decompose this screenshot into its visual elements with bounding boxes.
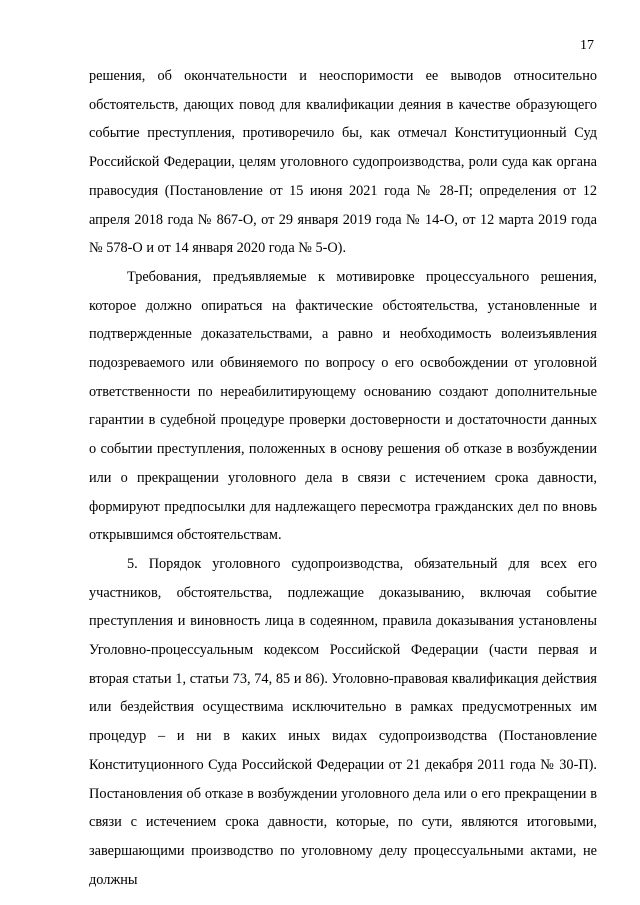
page-number: 17 (580, 38, 594, 53)
paragraph-section-5: 5. Порядок уголовного судопроизводства, обязательный для всех его участников, обстоятельства, подлежащие доказыванию, включая событие преступления и виновность лица в содеянном, правила доказывания установлены Уголовно-процессуальным кодексом Российской Федерации (части первая и вторая статьи 1, статьи 73, 74, 85 и 86). Уголовно-правовая квалификация действия или бездействия осуществима исключительно в рамках предусмотренных им процедур – и ни в каких иных видах судопроизводства (Постановление Конституционного Суда Российской Федерации от 21 декабря 2011 года № 30-П). Постановления об отказе в возбуждении уголовного дела или о его прекращении в связи с истечением срока давности, которые, по сути, являются итоговыми, завершающими производство по уголовному делу процессуальными актами, не должны (89, 555, 597, 888)
paragraph-requirements: Требования, предъявляемые к мотивировке процессуального решения, которое должно опираться на фактические обстоятельства, установленные и подтвержденные доказательствами, а равно и необходимость волеизъявления подозреваемого или обвиняемого по вопросу о его освобождении от уголовной ответственности по нереабилитирующему основанию создают дополнительные гарантии в судебной процедуре проверки достоверности и достаточности данных о событии преступления, положенных в основу решения об отказе в возбуждении или о прекращении уголовного дела в связи с истечением срока давности, формируют предпосылки для надлежащего пересмотра гражданских дел по вновь открывшимся обстоятельствам. (89, 268, 597, 544)
document-body (89, 62, 597, 894)
paragraph-continuation: решения, об окончательности и неоспоримости ее выводов относительно обстоятельств, дающих повод для квалификации деяния в качестве образующего событие преступления, противоречило бы, как отмечал Конституционный Суд Российской Федерации, целям уголовного судопроизводства, роли суда как органа правосудия (Постановление от 15 июня 2021 года № 28-П; определения от 12 апреля 2018 года № 867-О, от 29 января 2019 года № 14-О, от 12 марта 2019 года № 578-О и от 14 января 2020 года № 5-О). (89, 68, 597, 257)
